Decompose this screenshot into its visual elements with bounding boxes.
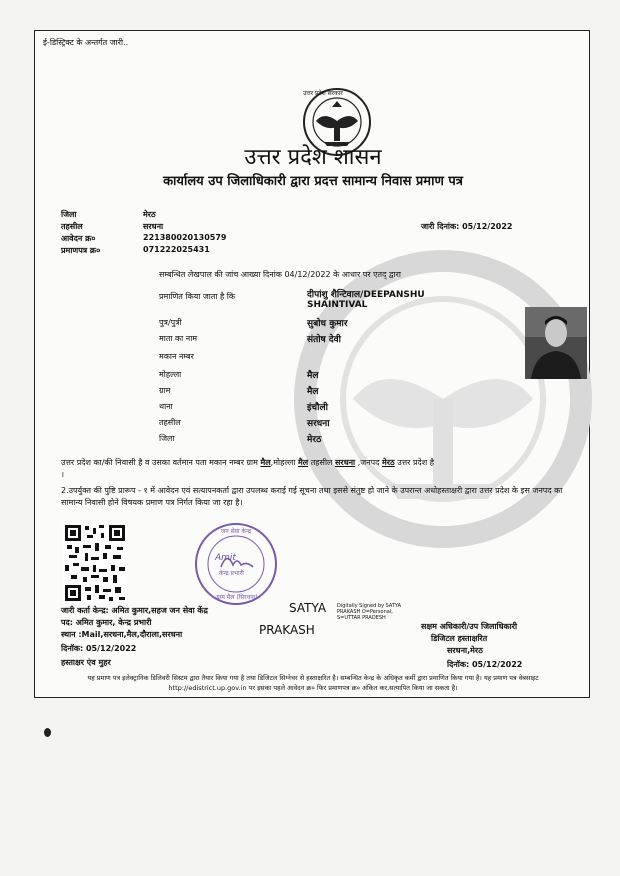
emblem-text: उत्तर प्रदेश सरकार [303, 90, 343, 97]
issuer-post: पद: अमित कुमार, केन्द्र प्रभारी [61, 618, 152, 627]
police-station-value: इंचौली [307, 403, 328, 413]
applicant-photo [525, 307, 587, 379]
issuer-sign-seal: हस्ताक्षर एंव मुहर [61, 658, 111, 667]
residence-paragraph: उत्तर प्रदेश का/की निवासी है व उसका वर्तमान पता मकान नम्बर ग्राम मैल,मोहल्ला मैल तहसील सरधना ,जनपद मेरठ उत्तर प्रदेश है । [61, 458, 434, 479]
person-photo-icon [525, 307, 587, 379]
tehsil-label: तहसील [61, 222, 83, 231]
seal-signature: Amit [215, 553, 236, 563]
field-district-value: मेरठ [307, 435, 322, 445]
district-label: जिला [61, 210, 77, 219]
field-label: मोहल्ला [159, 370, 182, 379]
tehsil-value: सरधना [143, 222, 164, 231]
field-label: तहसील [159, 418, 181, 427]
intro-line-1: सम्बन्धित लेखपाल की जांच आख्या दिनांक 04/12/2022 के आधार पर एतद् द्वारा [159, 270, 401, 279]
mohalla-value: मैल [307, 371, 319, 381]
authority-line-2: डिजिटल हस्ताक्षरित [431, 634, 488, 643]
seal-top-text: जन सेवा केन्द्र [220, 528, 252, 535]
verification-paragraph: 2.उपर्युक्त की पुष्टि प्रारूप - १ में आवेदन एवं सत्यापनकर्ता द्वारा उपलब्ध कराई गई सूचना तथा इससे संतुष्ट हो जाने के उपरान्त अधोहस्ताक्षरी द्वारा उत्तर प्रदेश के इस जनपद का सामान्य निवासी होने विषयक प्रमाण पत्र निर्गत किया जा रहा है। [61, 486, 563, 507]
district-value: मेरठ [143, 210, 156, 219]
issuer-date: दिनॉक: 05/12/2022 [61, 644, 137, 653]
application-label: आवेदन क्र० [61, 234, 96, 243]
father-name-value: सुबोध कुमार [307, 319, 348, 329]
certificate-label: प्रमाणपत्र क्र० [61, 246, 101, 255]
top-note: ई-डिस्ट्रिक्ट के अन्तर्गत जारी.. [43, 38, 129, 47]
field-tehsil-value: सरधना [307, 419, 330, 429]
field-label: थाना [159, 402, 173, 411]
mother-name-value: संतोष देवी [307, 335, 341, 345]
village-value: मैल [307, 387, 319, 397]
field-label: जिला [159, 434, 175, 443]
certificate-frame [34, 30, 590, 698]
issuer-center: जारी कर्ता केन्द्र: अमित कुमार,सहज जन सेवा केंद्र [61, 606, 208, 615]
field-label: पुत्र/पुत्री [159, 318, 182, 327]
digital-sign-detail: Digitally Signed by SATYA PRAKASH O=Personal, S=UTTAR PRADESH [337, 603, 402, 621]
title-main: उत्तर प्रदेश शासन [244, 145, 382, 170]
intro-line-2: प्रमाणित किया जाता है कि [159, 292, 236, 301]
seal-middle-text: केन्द्र प्रभारी [219, 570, 244, 577]
digital-sign-name-1: SATYA [289, 601, 327, 615]
authority-date: दिनॉक: 05/12/2022 [447, 660, 523, 669]
field-label: ग्राम [159, 386, 171, 395]
authority-line-1: सक्षम अधिकारी/उप जिलाधिकारी [421, 622, 518, 631]
seal-bottom-text: ग्राम मैल (सिरधना) [216, 594, 258, 601]
issuer-place: स्थान :Mail,सरधना,मैल,दौराला,सरधना [61, 630, 183, 639]
qr-code-icon [63, 523, 127, 603]
title-sub: कार्यालय उप जिलाधिकारी द्वारा प्रदत्त सामान्य निवास प्रमाण पत्र [163, 174, 463, 189]
field-label: मकान नम्बर [159, 352, 194, 361]
applicant-name-line-2: SHAINTIVAL [307, 300, 368, 310]
scan-mark [44, 728, 51, 737]
applicant-name-line-1: दीपांशु शैन्टिवाल/DEEPANSHU [307, 290, 425, 300]
certificate-value: 071222025431 [143, 245, 210, 254]
field-label: माता का नाम [159, 334, 198, 343]
issue-date: जारी दिनांक: 05/12/2022 [421, 222, 513, 231]
authority-line-3: सरधना,मेरठ [447, 646, 483, 655]
footer-note: यह प्रमाण पत्र इलेक्ट्रानिक डिलिवरी सिस्टम द्वारा तैयार किया गया है तथा डिजिटल सिग्नेचर से हस्ताक्षरित है। सम्बन्धित केन्द्र के अधिकृत कर्मी द्वारा प्रमाणित किया गया है। यह प्रमाण पत्र वेबसाइट http://edistrict.up.gov.in पर इसका पहले आवेदन क्र० फिर प्रमाणपत्र क्र० अंकित कर,सत्यापित किया जा सकता है। [87, 674, 539, 692]
application-value: 221380020130579 [143, 233, 227, 242]
digital-sign-name-2: PRAKASH [259, 623, 315, 637]
